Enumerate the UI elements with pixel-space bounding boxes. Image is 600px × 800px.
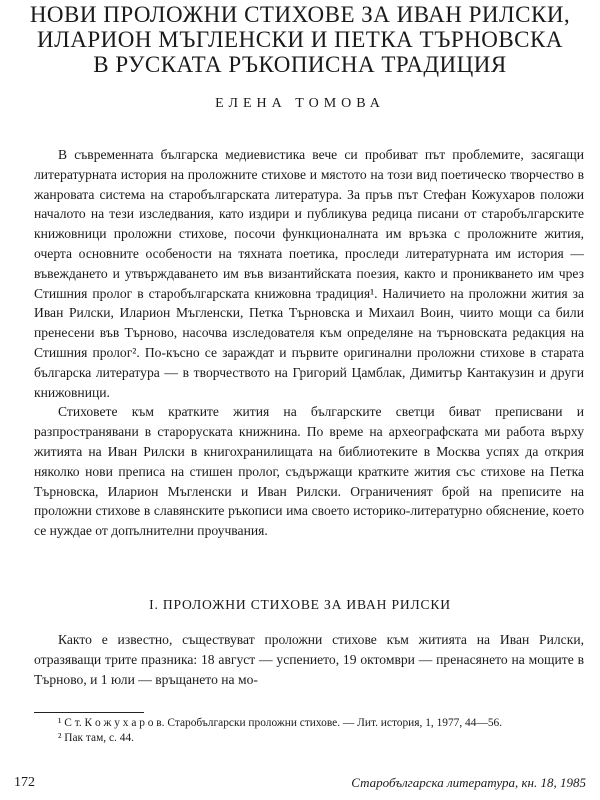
title-line-2: ИЛАРИОН МЪГЛЕНСКИ И ПЕТКА ТЪРНОВСКА [37,27,563,52]
footnote-2: ² Пак там, с. 44. [58,732,134,744]
page-number: 172 [14,775,35,790]
footnote-divider [34,712,144,713]
title-line-3: В РУСКАТА РЪКОПИСНА ТРАДИЦИЯ [93,52,507,77]
section-heading: I. ПРОЛОЖНИ СТИХОВЕ ЗА ИВАН РИЛСКИ [149,597,451,612]
paragraph-2: Стиховете към кратките жития на българските светци биват преписвани и разпространявани в староруската книжнина. По време на археографската ми работа върху житията на Иван Рилски в книгохранилищата на библиотеките в Москва успях да открия няколко нови преписа на стишен пролог, съдържащи кратките жития със стихове на Петка Търновска, Иларион Мъгленски и Иван Рилски. Ограниченият брой на преписите на проложни стихове в славянските ръкописи има своето историко-литературно обяснение, което се нуждае от допълнителни проучвания. [34,404,584,539]
title-line-1: НОВИ ПРОЛОЖНИ СТИХОВЕ ЗА ИВАН РИЛСКИ, [29,2,571,27]
author-name: ЕЛЕНА ТОМОВА [215,96,385,111]
journal-citation: Старобългарска литература, кн. 18, 1985 [351,775,586,790]
footnote-1: ¹ С т. К о ж у х а р о в. Старобългарски проложни стихове. — Лит. история, 1, 1977, 44—56. [58,717,503,729]
intro-body [34,145,584,541]
article-title [20,2,580,77]
section-paragraph: Както е известно, съществуват проложни стихове към житията на Иван Рилски, отразяващи трите празника: 18 август — успението, 19 октомври — пренасянето на мощите в Търново, и 1 юли — връщането на мо- [34,632,584,687]
section-body [34,630,584,689]
footnotes [34,716,584,746]
paragraph-1: В съвременната българска медиевистика вече си пробиват път проблемите, засягащи литературната история на проложните стихове и мястото на този вид поетическо творчество в жанровата система на старобългарската литература. За пръв път Стефан Кожухаров положи началото на тези изследвания, като издири и публикува редица писани от старобългарските книжовници проложни стихове, посочи функционалната им връзка с проложните жития, очерта основните особености на тяхната поетика, проследи литературната им история — въвеждането и утвърждаването им във византийската поезия, както и проникването им чрез Стишния пролог в старобългарската книжовна традиция¹. Наличието на проложни жития за Иван Рилски, Иларион Мъгленски, Петка Търновска и Михаил Воин, чиито мощи са били пренесени във Търново, насочва изследователя към определяне на търновската редакция на Стишния пролог². По-късно се зараждат и първите оригинални проложни стихове в старата българска литература — в творчеството на Григорий Цамблак, Димитър Кантакузин и други книжовници. [34,147,584,400]
